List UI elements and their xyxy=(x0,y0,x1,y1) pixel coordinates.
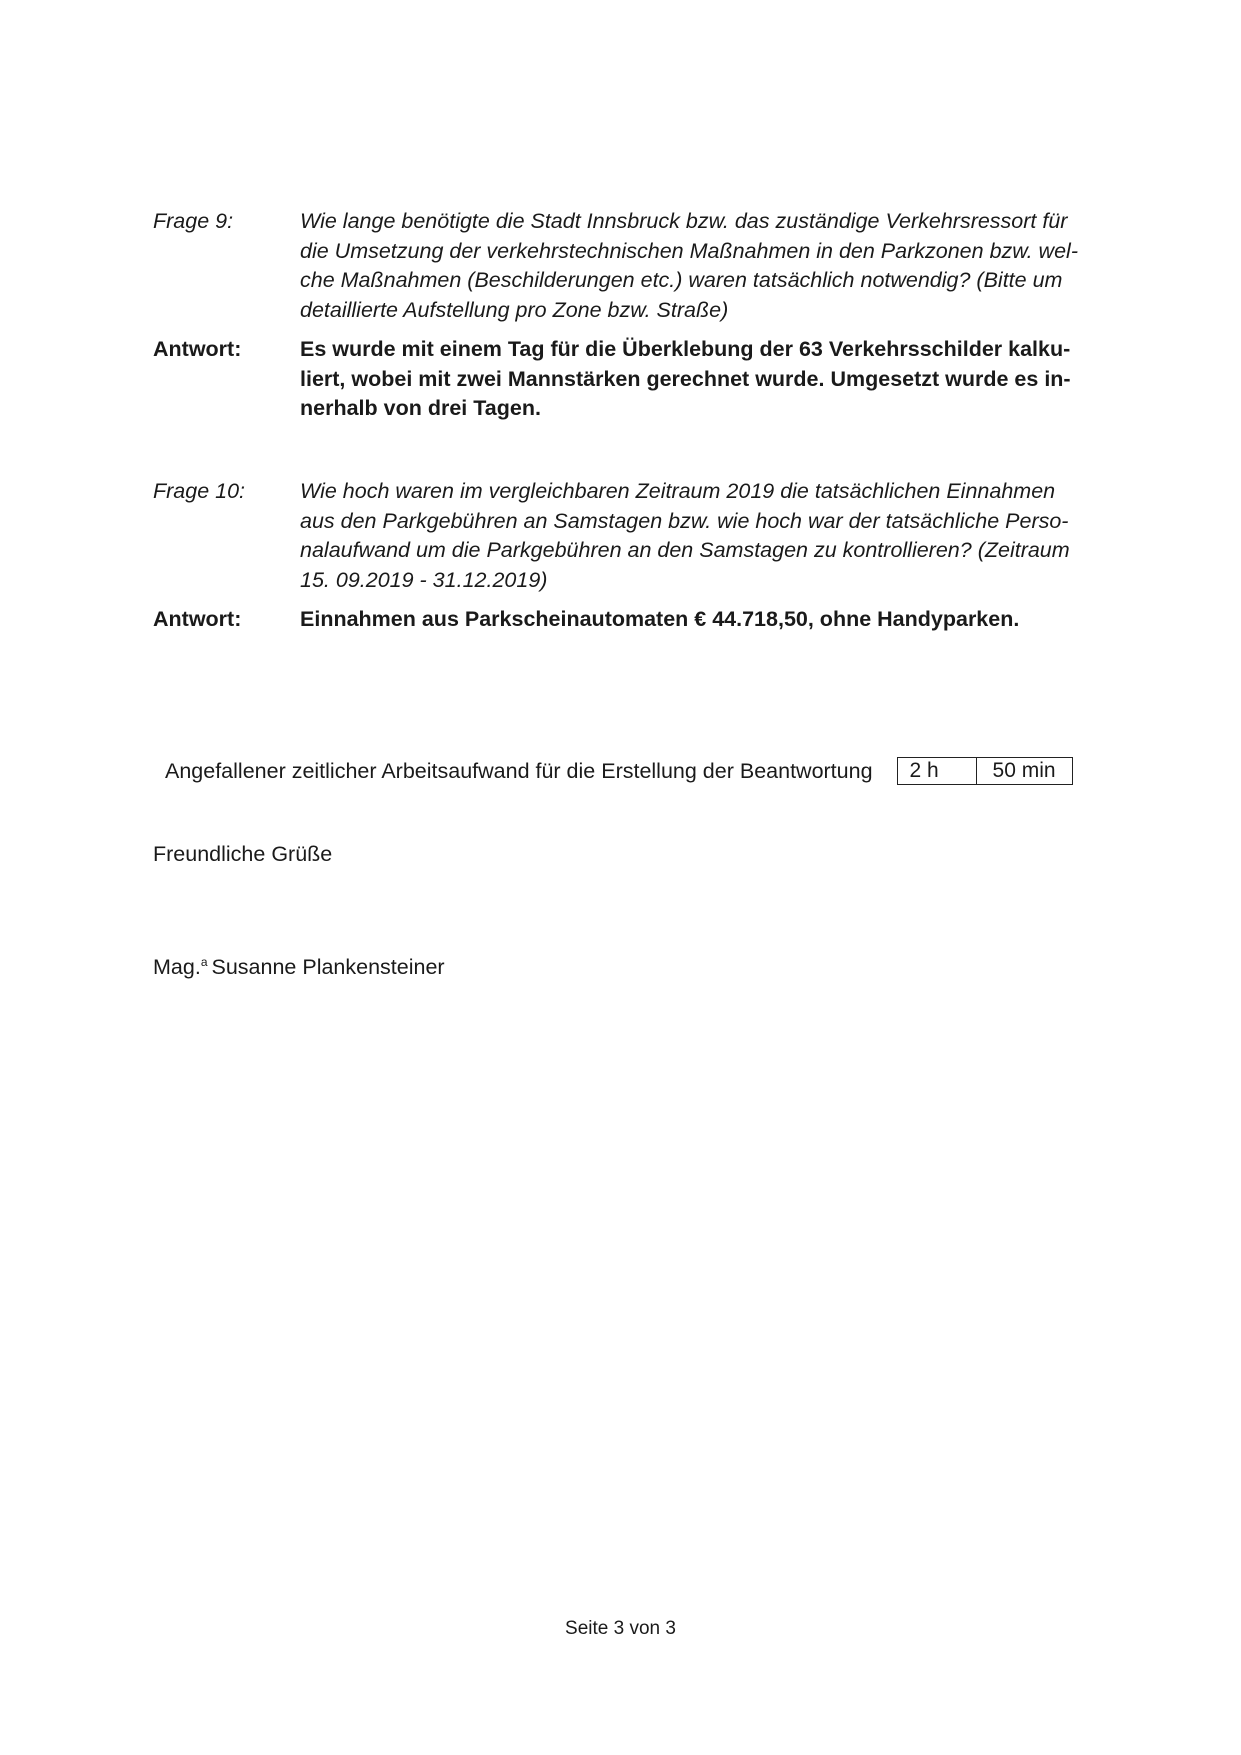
signature-title-suffix: a xyxy=(200,955,208,969)
question-line: die Umsetzung der verkehrstechnischen Maßnahmen in den Parkzonen bzw. wel- xyxy=(300,238,1078,263)
question-line: Wie hoch waren im vergleichbaren Zeitraum 2019 die tatsächlichen Einnahmen xyxy=(300,479,1056,503)
answer-label: Antwort: xyxy=(153,607,242,631)
signature-title: Mag. xyxy=(153,955,201,979)
greeting: Freundliche Grüße xyxy=(153,842,333,866)
question-line: nalaufwand um die Parkgebühren an den Samstagen zu kontrollieren? (Zeitraum xyxy=(300,538,1070,562)
question-row xyxy=(153,477,1133,595)
signature-name: Susanne Plankensteiner xyxy=(211,955,445,979)
question-text xyxy=(300,207,1133,325)
qa-block-9 xyxy=(153,207,1133,424)
question-line: che Maßnahmen (Beschilderungen etc.) waren tatsächlich notwendig? (Bitte um xyxy=(300,268,1063,292)
answer-line: Es wurde mit einem Tag für die Überklebung der 63 Verkehrsschilder kalku- xyxy=(300,337,1071,361)
answer-line: liert, wobei mit zwei Mannstärken gerechnet wurde. Umgesetzt wurde es in- xyxy=(300,366,1071,391)
question-row xyxy=(153,207,1133,325)
question-text xyxy=(300,477,1133,595)
effort-line xyxy=(165,757,1073,785)
effort-hours: 2 h xyxy=(898,758,977,784)
signature xyxy=(153,955,445,980)
answer-row xyxy=(153,335,1133,424)
qa-block-10 xyxy=(153,477,1133,635)
question-line: 15. 09.2019 - 31.12.2019) xyxy=(300,567,548,592)
question-line: aus den Parkgebühren an Samstagen bzw. wie hoch war der tatsächliche Perso- xyxy=(300,508,1069,533)
question-line: detaillierte Aufstellung pro Zone bzw. Straße) xyxy=(300,297,729,322)
effort-minutes: 50 min xyxy=(992,759,1056,782)
question-label: Frage 9: xyxy=(153,209,234,233)
answer-label: Antwort: xyxy=(153,337,242,361)
effort-table xyxy=(897,757,1073,785)
answer-line: Einnahmen aus Parkscheinautomaten € 44.718,50, ohne Handyparken. xyxy=(300,607,1020,631)
answer-line: nerhalb von drei Tagen. xyxy=(300,396,541,420)
answer-row xyxy=(153,605,1133,635)
question-line: Wie lange benötigte die Stadt Innsbruck bzw. das zuständige Verkehrsressort für xyxy=(300,209,1068,233)
effort-label: Angefallener zeitlicher Arbeitsaufwand für die Erstellung der Beantwortung xyxy=(165,758,873,783)
question-label: Frage 10: xyxy=(153,479,246,503)
page-footer: Seite 3 von 3 xyxy=(565,1618,676,1639)
answer-text xyxy=(300,335,1133,424)
answer-text xyxy=(300,605,1133,635)
